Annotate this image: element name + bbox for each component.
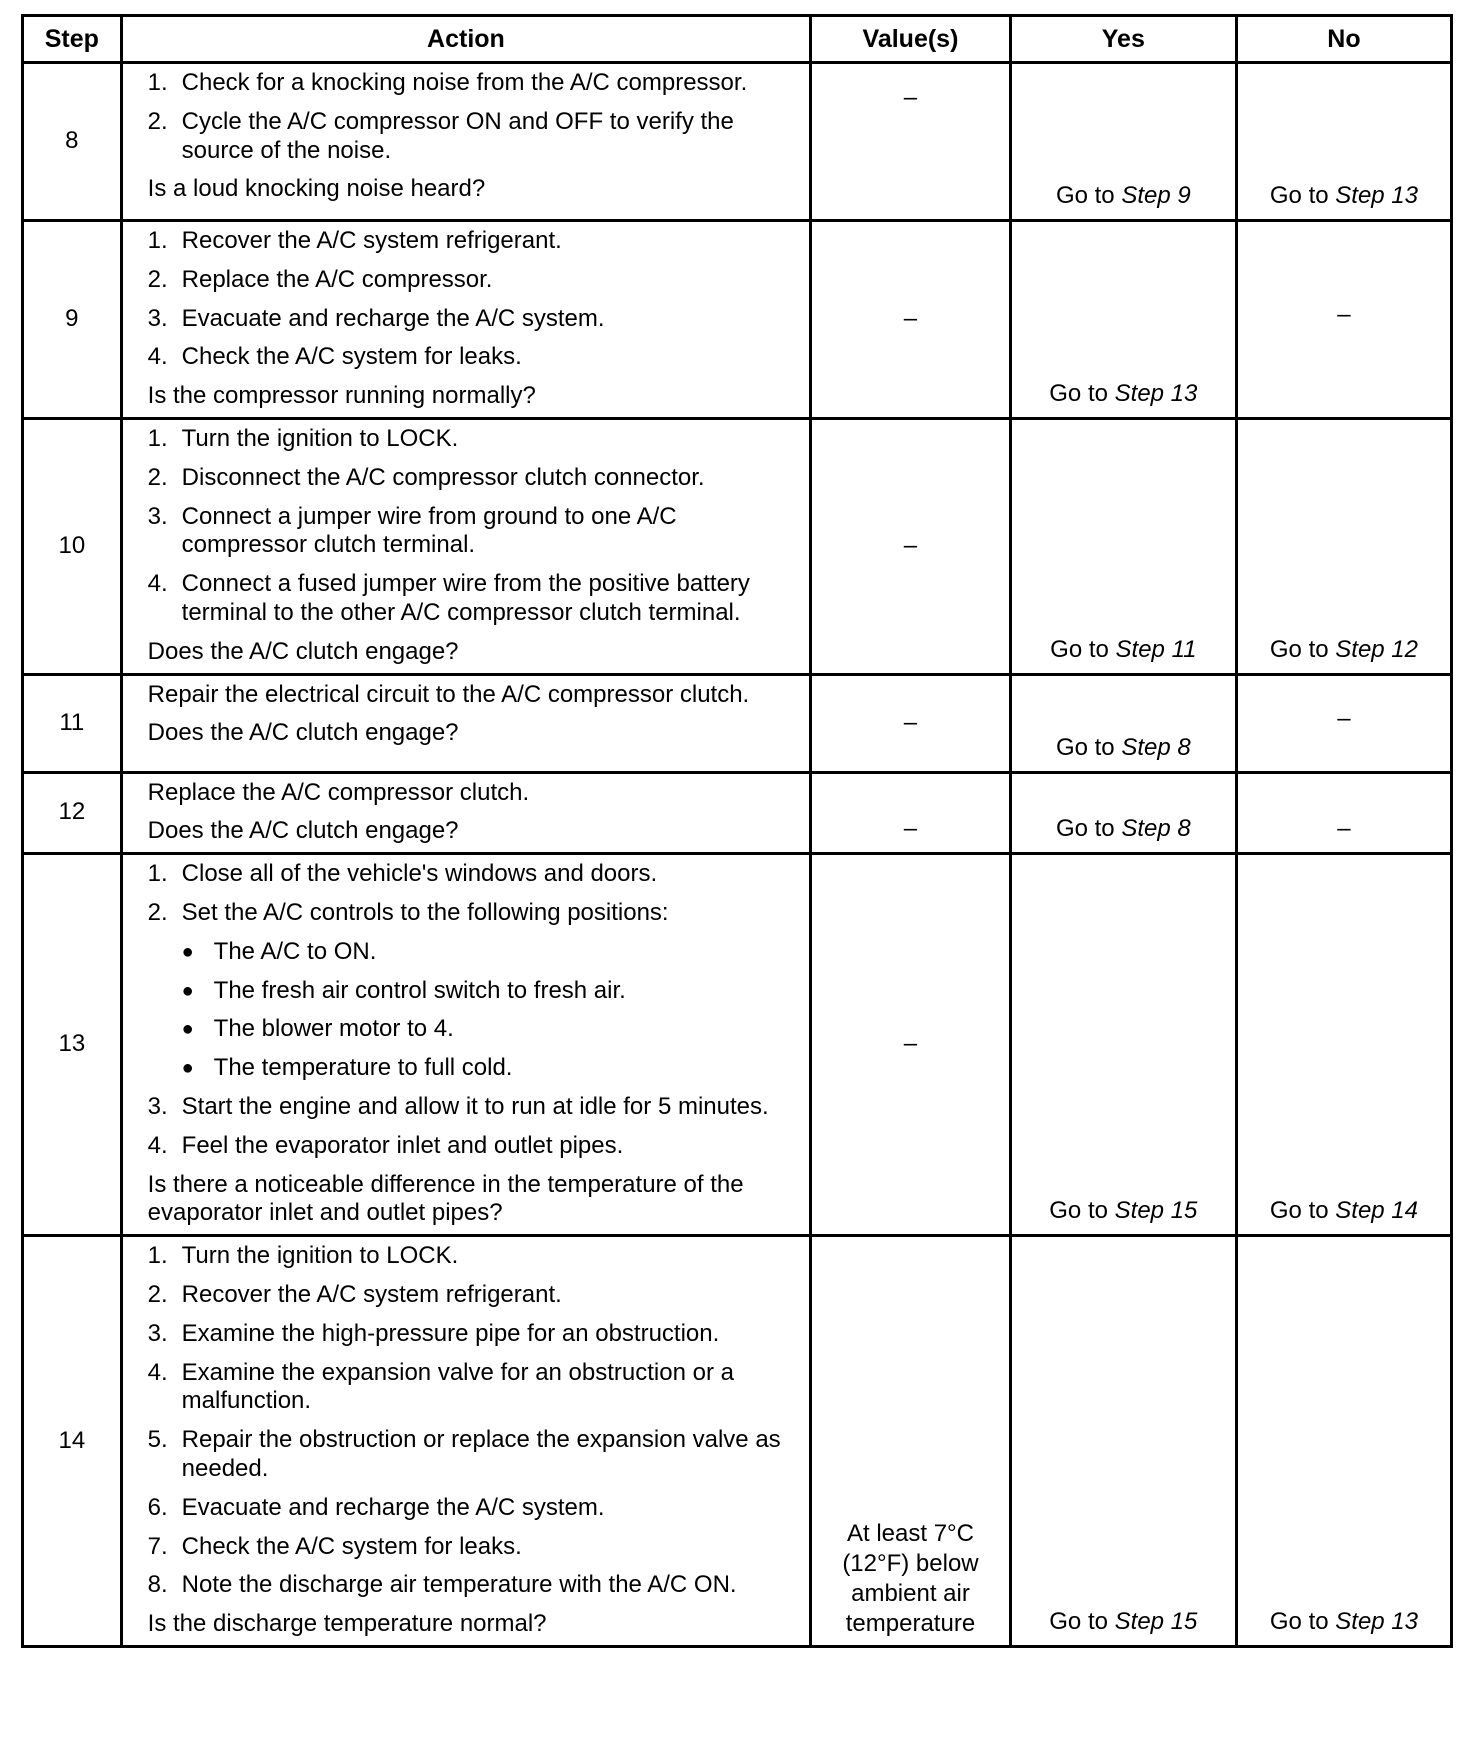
- action-item: 2. Cycle the A/C compressor ON and OFF to verify the source of the noise.: [147, 107, 734, 164]
- action-cell: [121, 854, 811, 1236]
- item-number: 3.: [147, 1092, 168, 1120]
- action-item: 3. Evacuate and recharge the A/C system.: [147, 304, 605, 332]
- step-number: 11: [23, 674, 122, 772]
- value-cell: –: [811, 772, 1011, 854]
- value-cell: –: [811, 221, 1011, 419]
- table-row-step-10: [23, 418, 1452, 674]
- action-paragraph: Replace the A/C compressor clutch.: [147, 778, 530, 806]
- item-number: 4.: [147, 1358, 168, 1386]
- header-yes: Yes: [1010, 16, 1236, 63]
- action-paragraph: Repair the electrical circuit to the A/C compressor clutch.: [147, 680, 750, 708]
- step-number: 9: [23, 221, 122, 419]
- action-item: 4. Connect a fused jumper wire from the positive battery terminal to the other A/C compressor clutch terminal.: [147, 570, 750, 626]
- yes-step-link[interactable]: Step 9: [1121, 182, 1191, 210]
- item-number: 1.: [147, 227, 168, 254]
- action-cell: [121, 772, 811, 854]
- table-row-step-14: [23, 1236, 1452, 1647]
- item-number: 6.: [147, 1493, 168, 1521]
- yes-cell: Go to Step 15: [1010, 854, 1236, 1236]
- no-cell: Go to Step 13: [1236, 1236, 1451, 1647]
- item-number: 7.: [147, 1532, 168, 1560]
- bullet-item: ● The A/C to ON.: [181, 937, 377, 965]
- header-action: Action: [121, 16, 811, 63]
- no-step-link[interactable]: Step 14: [1335, 1197, 1418, 1225]
- yes-step-link[interactable]: Step 13: [1114, 380, 1198, 408]
- value-cell: At least 7°C (12°F) below ambient air temperature: [811, 1236, 1011, 1647]
- yes-cell: Go to Step 9: [1010, 63, 1236, 221]
- yes-cell: Go to Step 8: [1010, 772, 1236, 854]
- header-step: Step: [23, 16, 122, 63]
- no-cell: Go to Step 14: [1236, 854, 1451, 1236]
- action-cell: [121, 674, 811, 772]
- no-cell: Go to Step 12: [1236, 418, 1451, 674]
- item-number: 2.: [147, 1280, 168, 1308]
- bullet-icon: ●: [181, 1057, 194, 1080]
- yes-step-link[interactable]: Step 8: [1121, 815, 1191, 843]
- action-cell: [121, 1236, 811, 1647]
- yes-cell: Go to Step 8: [1010, 674, 1236, 772]
- item-number: 3.: [147, 502, 168, 530]
- item-number: 1.: [147, 860, 168, 888]
- action-item: 8. Note the discharge air temperature with the A/C ON.: [147, 1571, 737, 1599]
- action-question: Does the A/C clutch engage?: [147, 719, 459, 747]
- value-cell: –: [811, 674, 1011, 772]
- no-cell: –: [1236, 221, 1451, 419]
- bullet-icon: ●: [181, 940, 194, 963]
- bullet-item: ● The fresh air control switch to fresh air.: [181, 976, 626, 1004]
- table-row-step-13: [23, 854, 1452, 1236]
- bullet-item: ● The temperature to full cold.: [181, 1054, 513, 1082]
- yes-cell: Go to Step 13: [1010, 221, 1236, 419]
- header-values: Value(s): [811, 16, 1011, 63]
- action-item: 5. Repair the obstruction or replace the expansion valve as needed.: [147, 1426, 781, 1482]
- action-item: 3. Start the engine and allow it to run at idle for 5 minutes.: [147, 1092, 769, 1120]
- action-item: 4. Feel the evaporator inlet and outlet pipes.: [147, 1131, 624, 1159]
- header-row: [23, 16, 1452, 63]
- header-no: No: [1236, 16, 1451, 63]
- action-item: 1. Recover the A/C system refrigerant.: [147, 227, 562, 254]
- action-question: Does the A/C clutch engage?: [147, 817, 459, 845]
- bullet-icon: ●: [181, 979, 194, 1002]
- action-item: 1. Check for a knocking noise from the A/C compressor.: [147, 69, 748, 96]
- no-step-link[interactable]: Step 13: [1335, 1608, 1418, 1636]
- yes-cell: Go to Step 11: [1010, 418, 1236, 674]
- action-question: Is the discharge temperature normal?: [147, 1610, 547, 1638]
- no-cell: Go to Step 13: [1236, 63, 1451, 221]
- action-item: 2. Disconnect the A/C compressor clutch connector.: [147, 463, 705, 491]
- action-item: 2. Replace the A/C compressor.: [147, 265, 493, 293]
- action-question: Does the A/C clutch engage?: [147, 637, 459, 665]
- table-row-step-11: [23, 674, 1452, 772]
- item-number: 2.: [147, 107, 168, 135]
- step-number: 12: [23, 772, 122, 854]
- step-number: 8: [23, 63, 122, 221]
- item-number: 5.: [147, 1426, 168, 1454]
- no-step-link[interactable]: Step 12: [1335, 635, 1418, 663]
- action-question: Is there a noticeable difference in the temperature of the evaporator inlet and outlet pipes?: [147, 1170, 744, 1227]
- action-item: 3. Examine the high-pressure pipe for an obstruction.: [147, 1319, 720, 1347]
- step-number: 13: [23, 854, 122, 1236]
- item-number: 2.: [147, 265, 168, 293]
- item-number: 3.: [147, 1319, 168, 1347]
- item-number: 1.: [147, 1242, 168, 1270]
- action-cell: [121, 63, 811, 221]
- item-number: 1.: [147, 69, 168, 96]
- action-item: 1. Turn the ignition to LOCK.: [147, 1242, 459, 1270]
- action-question: Is a loud knocking noise heard?: [147, 175, 486, 203]
- step-number: 14: [23, 1236, 122, 1647]
- item-number: 2.: [147, 463, 168, 491]
- item-number: 2.: [147, 898, 168, 926]
- table-row-step-8: [23, 63, 1452, 221]
- action-item: 1. Turn the ignition to LOCK.: [147, 424, 459, 452]
- bullet-icon: ●: [181, 1018, 194, 1041]
- value-cell: –: [811, 63, 1011, 221]
- yes-step-link[interactable]: Step 15: [1114, 1608, 1198, 1636]
- item-number: 4.: [147, 343, 168, 371]
- value-cell: –: [811, 418, 1011, 674]
- action-item: 6. Evacuate and recharge the A/C system.: [147, 1493, 605, 1521]
- yes-step-link[interactable]: Step 8: [1121, 733, 1191, 761]
- action-cell: [121, 221, 811, 419]
- no-step-link[interactable]: Step 13: [1335, 182, 1418, 210]
- action-question: Is the compressor running normally?: [147, 382, 536, 410]
- item-number: 1.: [147, 424, 168, 452]
- yes-cell: Go to Step 15: [1010, 1236, 1236, 1647]
- diagnostic-table: [21, 14, 1453, 1648]
- no-cell: –: [1236, 772, 1451, 854]
- item-number: 4.: [147, 1131, 168, 1159]
- action-item: 2. Recover the A/C system refrigerant.: [147, 1280, 562, 1308]
- action-item: 3. Connect a jumper wire from ground to one A/C compressor clutch terminal.: [147, 502, 677, 559]
- yes-step-link[interactable]: Step 15: [1114, 1197, 1198, 1225]
- item-number: 4.: [147, 570, 168, 598]
- step-number: 10: [23, 418, 122, 674]
- action-item: 1. Close all of the vehicle's windows and doors.: [147, 860, 658, 888]
- bullet-item: ● The blower motor to 4.: [181, 1015, 454, 1043]
- action-item: 7. Check the A/C system for leaks.: [147, 1532, 522, 1560]
- table-row-step-9: [23, 221, 1452, 419]
- value-cell: –: [811, 854, 1011, 1236]
- yes-step-link[interactable]: Step 11: [1115, 635, 1197, 663]
- item-number: 8.: [147, 1571, 168, 1599]
- action-item: 4. Check the A/C system for leaks.: [147, 343, 522, 371]
- action-item: 4. Examine the expansion valve for an obstruction or a malfunction.: [147, 1358, 734, 1415]
- no-cell: –: [1236, 674, 1451, 772]
- action-cell: [121, 418, 811, 674]
- item-number: 3.: [147, 304, 168, 332]
- table-row-step-12: [23, 772, 1452, 854]
- action-item: 2. Set the A/C controls to the following positions:: [147, 898, 669, 926]
